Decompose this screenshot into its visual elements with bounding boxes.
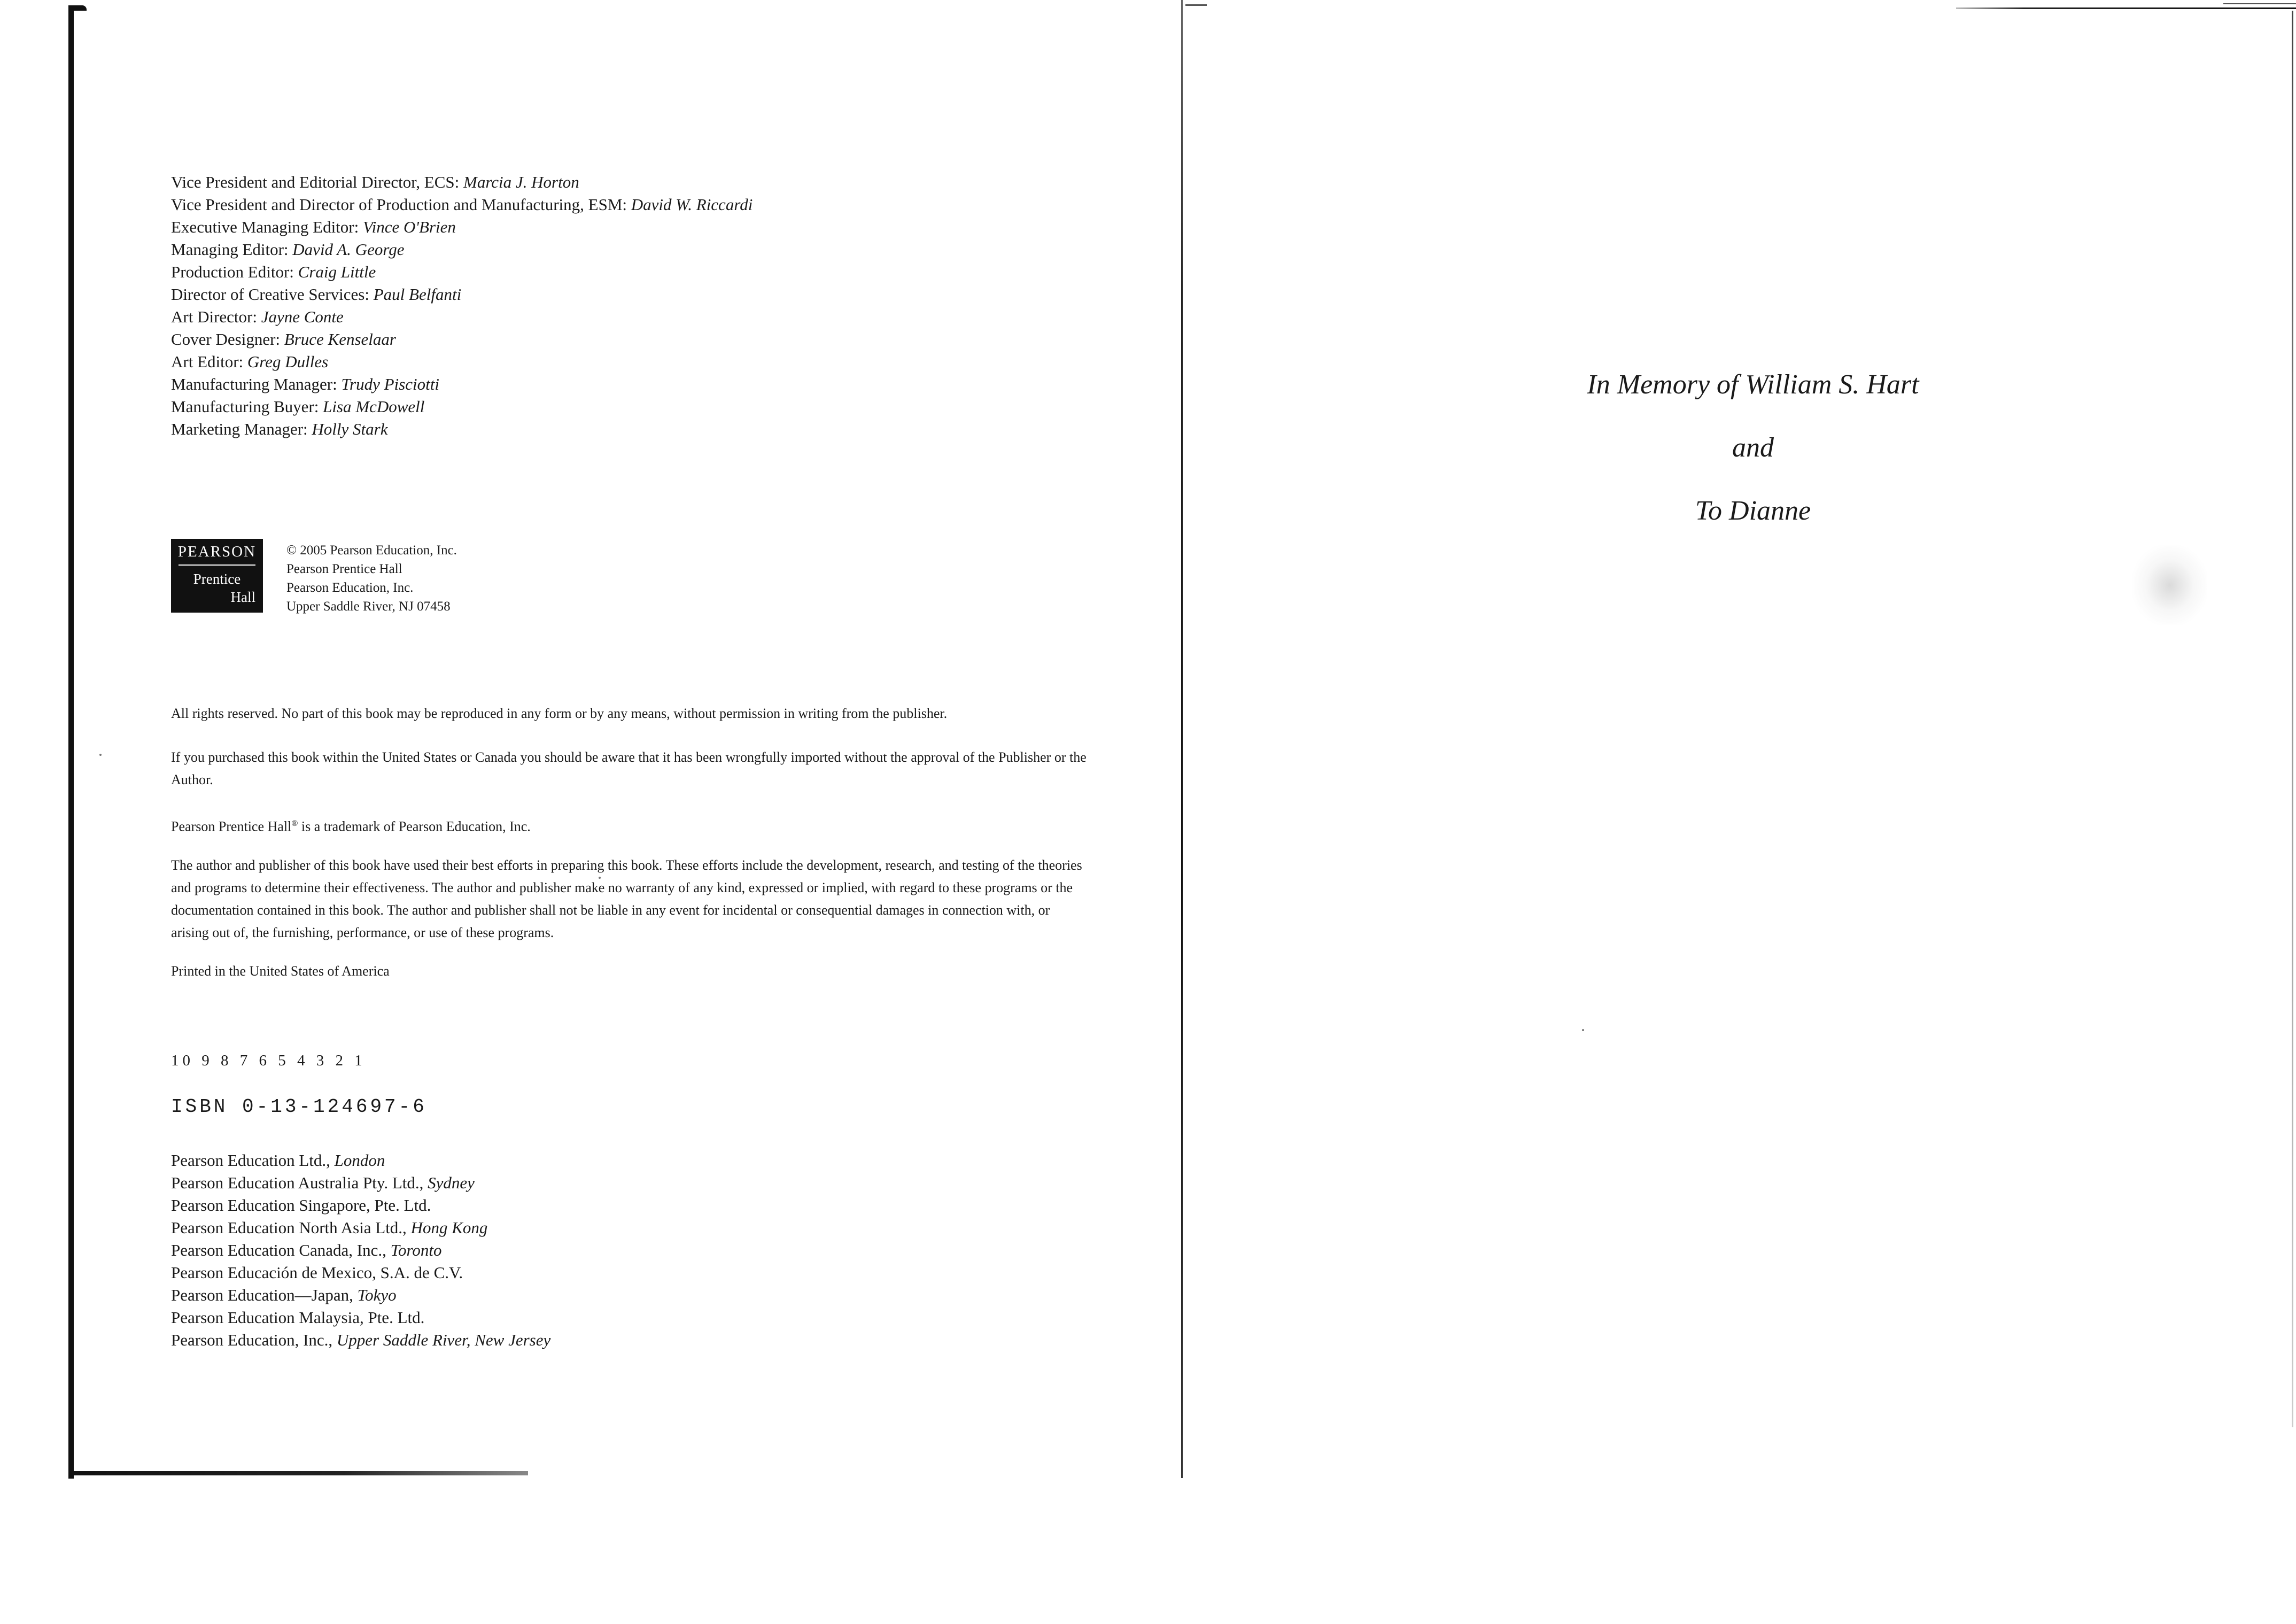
office-line bbox=[171, 1329, 550, 1351]
office-line bbox=[171, 1194, 550, 1217]
credit-name: Holly Stark bbox=[312, 420, 388, 438]
logo-line: Prentice bbox=[193, 571, 241, 587]
office-name: Pearson Educación de Mexico, S.A. de C.V. bbox=[171, 1263, 463, 1282]
office-line bbox=[171, 1217, 550, 1239]
credit-role: Production Editor: bbox=[171, 262, 294, 281]
publisher-address bbox=[286, 541, 457, 616]
office-name: Pearson Education North Asia Ltd., bbox=[171, 1218, 407, 1237]
credit-line bbox=[171, 194, 753, 216]
office-name: Pearson Education Malaysia, Pte. Ltd. bbox=[171, 1308, 425, 1327]
legal-notices bbox=[171, 702, 1090, 1004]
credit-role: Director of Creative Services: bbox=[171, 285, 369, 304]
logo-line: Hall bbox=[230, 589, 255, 605]
office-city: Sydney bbox=[428, 1173, 475, 1192]
page-edge-shadow bbox=[2223, 3, 2296, 4]
office-line bbox=[171, 1149, 550, 1172]
dedication-line: In Memory of William S. Hart bbox=[1587, 369, 1919, 400]
publisher-line: Pearson Education, Inc. bbox=[286, 581, 414, 595]
publisher-line: Upper Saddle River, NJ 07458 bbox=[286, 599, 451, 614]
pearson-prentice-hall-logo bbox=[171, 539, 263, 613]
credit-line bbox=[171, 373, 753, 396]
office-line bbox=[171, 1306, 550, 1329]
office-name: Pearson Education Ltd., bbox=[171, 1151, 330, 1170]
office-line bbox=[171, 1284, 550, 1306]
disclaimer-paragraph: The author and publisher of this book have used their best efforts in preparing this book. These efforts include the development, research, and testing of the theories and programs to determine their effectiveness. The author and publisher make no warranty of any kind, expressed or implied, with regard to these programs or the documentation contained in this book. The author and publisher shall not be liable in any event for incidental or consequential damages in connection with, or arising out of, the furnishing, performance, or use of these programs. bbox=[171, 857, 1082, 940]
credit-role: Managing Editor: bbox=[171, 240, 289, 259]
office-city: Toronto bbox=[390, 1241, 442, 1259]
gutter-mark bbox=[1185, 4, 1207, 6]
credit-role: Art Director: bbox=[171, 307, 257, 326]
credit-line bbox=[171, 396, 753, 418]
credit-line bbox=[171, 238, 753, 261]
credit-line bbox=[171, 283, 753, 306]
credit-line bbox=[171, 351, 753, 373]
credit-line bbox=[171, 216, 753, 238]
credit-name: Marcia J. Horton bbox=[463, 173, 579, 191]
dedication-line: To Dianne bbox=[1695, 496, 1811, 526]
dedication-line: and bbox=[1732, 432, 1774, 463]
credit-name: David A. George bbox=[292, 240, 405, 259]
office-name: Pearson Education Australia Pty. Ltd., bbox=[171, 1173, 424, 1192]
credit-line bbox=[171, 171, 753, 194]
credit-name: Bruce Kenselaar bbox=[284, 330, 396, 349]
credit-line bbox=[171, 306, 753, 328]
logo-wordmark: PEARSON bbox=[177, 543, 257, 560]
publisher-block bbox=[171, 539, 457, 616]
rights-paragraph: All rights reserved. No part of this book may be reproduced in any form or by any means, without permission in writing from the publisher. bbox=[171, 706, 948, 721]
publisher-line: Pearson Prentice Hall bbox=[286, 562, 402, 576]
credit-line bbox=[171, 261, 753, 283]
credit-name: Lisa McDowell bbox=[323, 397, 425, 416]
office-city: Hong Kong bbox=[410, 1218, 488, 1237]
printed-in-line: Printed in the United States of America bbox=[171, 963, 390, 979]
credit-name: Paul Belfanti bbox=[373, 285, 462, 304]
credit-role: Manufacturing Buyer: bbox=[171, 397, 319, 416]
credit-role: Marketing Manager: bbox=[171, 420, 308, 438]
international-offices bbox=[171, 1149, 550, 1351]
credit-role: Art Editor: bbox=[171, 352, 244, 371]
credit-role: Vice President and Director of Production and Manufacturing, ESM: bbox=[171, 195, 627, 214]
trademark-text: is a trademark of Pearson Education, Inc. bbox=[298, 818, 531, 834]
credit-name: Trudy Pisciotti bbox=[341, 375, 439, 393]
copyright-line: © 2005 Pearson Education, Inc. bbox=[286, 543, 457, 558]
office-city: London bbox=[334, 1151, 385, 1170]
office-line bbox=[171, 1262, 550, 1284]
office-line bbox=[171, 1239, 550, 1262]
isbn-number: ISBN 0-13-124697-6 bbox=[171, 1096, 427, 1118]
office-name: Pearson Education—Japan, bbox=[171, 1286, 353, 1304]
credit-line bbox=[171, 418, 753, 440]
import-notice-paragraph: If you purchased this book within the United States or Canada you should be aware that it has been wrongfully imported without the approval of the Publisher or the Author. bbox=[171, 749, 1087, 787]
office-name: Pearson Education Singapore, Pte. Ltd. bbox=[171, 1196, 431, 1215]
credit-name: Greg Dulles bbox=[247, 352, 329, 371]
credit-role: Cover Designer: bbox=[171, 330, 281, 349]
credit-role: Vice President and Editorial Director, ECS: bbox=[171, 173, 460, 191]
registered-mark: ® bbox=[291, 819, 298, 828]
credit-name: Jayne Conte bbox=[261, 307, 344, 326]
page-edge-shadow bbox=[1956, 7, 2296, 9]
scan-speck bbox=[99, 754, 102, 756]
credit-line bbox=[171, 328, 753, 351]
production-credits bbox=[171, 171, 753, 440]
printing-number-line: 10 9 8 7 6 5 4 3 2 1 bbox=[171, 1052, 366, 1069]
scan-smudge bbox=[2132, 545, 2207, 625]
office-city: Tokyo bbox=[357, 1286, 397, 1304]
credit-name: Craig Little bbox=[298, 262, 376, 281]
page-edge-shadow bbox=[68, 1471, 528, 1475]
office-name: Pearson Education Canada, Inc., bbox=[171, 1241, 386, 1259]
credit-role: Manufacturing Manager: bbox=[171, 375, 337, 393]
office-city: Upper Saddle River, New Jersey bbox=[336, 1331, 551, 1349]
book-gutter bbox=[1181, 0, 1183, 1478]
page-edge-shadow bbox=[68, 7, 74, 1479]
credit-name: Vince O'Brien bbox=[362, 218, 456, 236]
office-line bbox=[171, 1172, 550, 1194]
credit-name: David W. Riccardi bbox=[631, 195, 753, 214]
credit-role: Executive Managing Editor: bbox=[171, 218, 359, 236]
logo-rule bbox=[179, 564, 255, 566]
trademark-paragraph bbox=[171, 813, 1090, 838]
trademark-name: Pearson Prentice Hall bbox=[171, 818, 292, 834]
page-edge-shadow bbox=[2292, 11, 2293, 1427]
office-name: Pearson Education, Inc., bbox=[171, 1331, 333, 1349]
scan-speck bbox=[1582, 1029, 1584, 1031]
